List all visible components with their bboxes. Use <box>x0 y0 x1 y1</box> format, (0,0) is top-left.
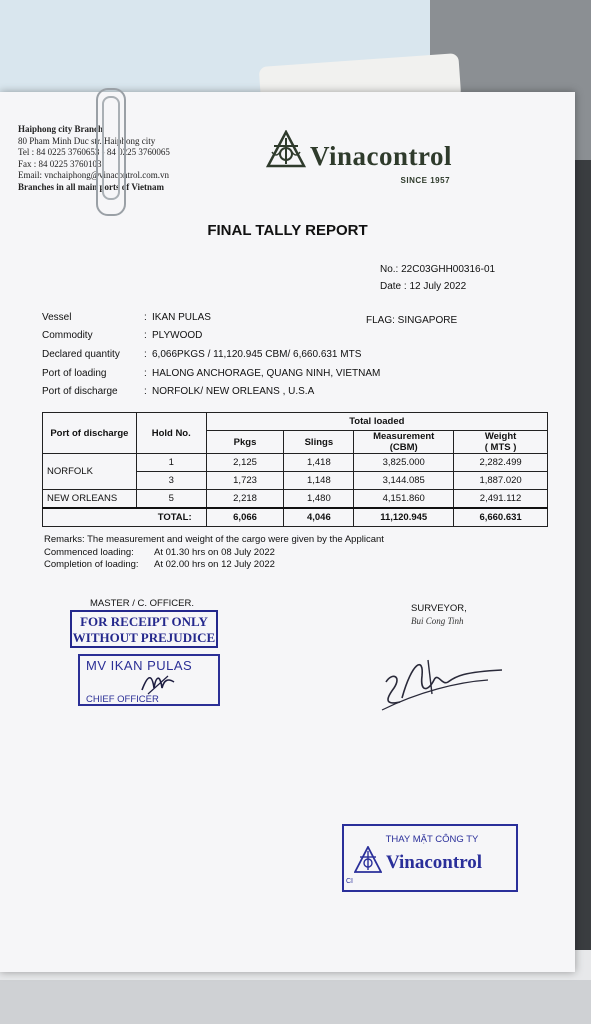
vessel-stamp-bottom: CHIEF OFFICER <box>86 694 159 705</box>
field-value: 6,066PKGS / 11,120.945 CBM/ 6,660.631 MTS <box>152 349 362 360</box>
total-slings: 4,046 <box>284 508 354 527</box>
cell-slings: 1,480 <box>284 490 354 509</box>
header-weight-unit: ( MTS ) <box>484 442 517 453</box>
cell-mts: 2,491.112 <box>454 490 548 509</box>
vinacontrol-logo <box>266 130 453 185</box>
tally-table <box>42 412 548 527</box>
field-label: Port of loading <box>42 368 107 379</box>
field-label: Commodity <box>42 330 93 341</box>
cell-slings: 1,418 <box>284 454 354 472</box>
field-label: Port of discharge <box>42 386 118 397</box>
total-label: TOTAL: <box>43 508 207 527</box>
field-value: IKAN PULAS <box>152 312 211 323</box>
cell-pkgs: 1,723 <box>206 472 284 490</box>
commenced-value: At 01.30 hrs on 08 July 2022 <box>154 546 275 558</box>
report-date: Date : 12 July 2022 <box>380 281 467 292</box>
logo-wordmark: Vinacontrol <box>310 141 453 171</box>
field-colon: : <box>144 368 147 379</box>
field-colon: : <box>144 330 147 341</box>
vessel-stamp-top: MV IKAN PULAS <box>86 658 193 673</box>
field-colon: : <box>144 386 147 397</box>
field-label: Declared quantity <box>42 349 120 360</box>
receipt-stamp-line2: WITHOUT PREJUDICE <box>72 630 216 645</box>
field-commodity <box>42 330 203 341</box>
header-measurement <box>354 431 454 454</box>
total-mts: 6,660.631 <box>454 508 548 527</box>
cell-slings: 1,148 <box>284 472 354 490</box>
company-stamp-header: THAY MẶT CÔNG TY <box>385 834 479 845</box>
receipt-stamp <box>70 610 218 648</box>
cell-cbm: 4,151.860 <box>354 490 454 509</box>
header-port: Port of discharge <box>43 413 137 454</box>
field-port-of-discharge <box>42 386 315 397</box>
report-number: No.: 22C03GHH00316-01 <box>380 264 496 275</box>
field-value: PLYWOOD <box>152 330 203 341</box>
field-colon: : <box>144 349 147 360</box>
branch-fax: Fax : 84 0225 3760103 <box>18 158 102 169</box>
cell-hold: 5 <box>136 490 206 509</box>
header-weight <box>454 431 548 454</box>
branch-name: Haiphong city Branch <box>18 124 104 134</box>
field-colon: : <box>144 312 147 323</box>
company-stamp-code: CI <box>346 878 353 885</box>
header-weight-label: Weight <box>484 431 517 442</box>
receipt-stamp-line1: FOR RECEIPT ONLY <box>80 614 208 629</box>
cell-hold: 1 <box>136 454 206 472</box>
master-officer-label: MASTER / C. OFFICER. <box>90 598 194 609</box>
cell-mts: 1,887.020 <box>454 472 548 490</box>
header-pkgs: Pkgs <box>206 431 284 454</box>
company-stamp-brand: Vinacontrol <box>386 852 483 873</box>
surveyor-label: SURVEYOR, <box>411 603 467 614</box>
scales-icon <box>354 846 382 874</box>
cell-mts: 2,282.499 <box>454 454 548 472</box>
header-hold: Hold No. <box>136 413 206 454</box>
company-stamp <box>342 824 518 892</box>
table-row <box>43 490 548 509</box>
cell-cbm: 3,825.000 <box>354 454 454 472</box>
cell-pkgs: 2,125 <box>206 454 284 472</box>
field-port-of-loading <box>42 368 381 379</box>
header-measurement-label: Measurement <box>373 431 435 442</box>
logo-since: SINCE 1957 <box>400 176 451 185</box>
vessel-stamp <box>78 654 220 706</box>
cell-pkgs: 2,218 <box>206 490 284 509</box>
header-total-loaded: Total loaded <box>206 413 547 431</box>
branch-address: 80 Pham Minh Duc str. Haiphong city <box>18 135 156 146</box>
remarks-line: Remarks: The measurement and weight of the cargo were given by the Applicant <box>44 534 384 545</box>
field-value: HALONG ANCHORAGE, QUANG NINH, VIETNAM <box>152 368 381 379</box>
field-vessel <box>42 312 211 323</box>
completion-value: At 02.00 hrs on 12 July 2022 <box>154 559 275 570</box>
header-measurement-unit: (CBM) <box>389 442 418 453</box>
total-pkgs: 6,066 <box>206 508 284 527</box>
field-label: Vessel <box>42 312 72 323</box>
header-slings: Slings <box>284 431 354 454</box>
branch-email: Email: vnchaiphong@vinacontrol.com.vn <box>18 170 170 180</box>
cell-hold: 3 <box>136 472 206 490</box>
cell-port: NORFOLK <box>43 454 137 490</box>
cell-cbm: 3,144.085 <box>354 472 454 490</box>
vessel-flag: FLAG: SINGAPORE <box>366 315 458 326</box>
total-cbm: 11,120.945 <box>354 508 454 527</box>
branch-address-block <box>18 124 170 193</box>
remarks-block <box>44 534 384 572</box>
commenced-label: Commenced loading: <box>44 546 134 558</box>
completion-label: Completion of loading: <box>44 559 139 570</box>
paper-stack-edge-lower <box>0 980 591 1024</box>
branch-network: Branches in all main ports of Vietnam <box>18 181 165 192</box>
cell-port: NEW ORLEANS <box>43 490 137 509</box>
table-row <box>43 454 548 472</box>
field-declared-quantity <box>42 349 362 360</box>
table-total-row <box>43 508 548 527</box>
report-title: FINAL TALLY REPORT <box>207 222 368 239</box>
field-value: NORFOLK/ NEW ORLEANS , U.S.A <box>152 386 315 397</box>
chief-officer-signature <box>138 670 178 696</box>
branch-tel: Tel : 84 0225 3760653 - 84 0225 3760065 <box>18 147 170 157</box>
surveyor-signature <box>378 652 508 714</box>
scales-icon <box>266 130 306 170</box>
surveyor-name: Bui Cong Tinh <box>411 616 464 626</box>
paper-clip-inner <box>102 96 120 200</box>
